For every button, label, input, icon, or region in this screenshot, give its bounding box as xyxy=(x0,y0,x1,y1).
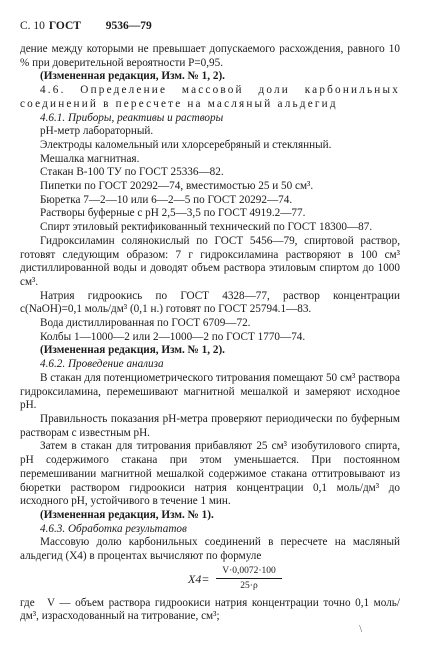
subsection-heading-4-6-3: 4.6.3. Обработка результатов xyxy=(40,522,187,535)
where-label: где xyxy=(20,596,35,609)
equipment-item: Растворы буферные с pH 2,5—3,5 по ГОСТ 4919.2—77. xyxy=(40,207,306,220)
formula-numerator: V·0,0072·100 xyxy=(216,565,282,579)
procedure-paragraph: Затем в стакан для титрования прибавляют 25 см³ изобутилового спирта, pH содержимого стакана при этом уменьшается. При постоянном перемешивании магнитной мешалкой содержимое стакана оттитровывают из бюретки раствором гидроокиси натрия концентрации 0,1 моль/дм³ до исходного pH, устойчивого в течение 1 мин. xyxy=(20,440,400,508)
scan-mark: \ xyxy=(359,624,362,636)
paragraph-continuation: дение между которыми не превышает допускаемого расхождения, равного 10 % при доверительной вероятности P=0,95. xyxy=(20,43,400,69)
reagent-item: Гидроксиламин солянокислый по ГОСТ 5456—79, спиртовой раствор, готовят следующим образом: 7 г гидроксиламина растворяют в 100 см³ дистиллированной воды и доводят объем раствора этиловым спиртом до 1000 см³. xyxy=(20,234,400,288)
equipment-item: Колбы 1—1000—2 или 2—1000—2 по ГОСТ 1770—74. xyxy=(40,330,306,343)
equipment-item: Стакан В-100 ТУ по ГОСТ 25336—82. xyxy=(40,166,224,179)
standard-label: ГОСТ xyxy=(48,20,81,32)
section-heading-4-6: 4.6. Определение массовой доли карбонильных соединений в пересчете на масляный альдегид xyxy=(20,84,400,110)
formula-explanation xyxy=(20,597,400,624)
equipment-item: pH-метр лабораторный. xyxy=(40,125,154,138)
revision-note: (Измененная редакция, Изм. № 1). xyxy=(40,508,214,521)
equipment-item: Пипетки по ГОСТ 20292—74, вместимостью 25 и 50 см³. xyxy=(40,180,314,193)
subsection-heading-4-6-2: 4.6.2. Проведение анализа xyxy=(40,358,164,371)
procedure-paragraph: В стакан для потенциометрического титрования помещают 50 см³ раствора гидроксиламина, перемешивают магнитной мешалкой и замеряют исходное pH. xyxy=(20,371,400,412)
reagent-item: Натрия гидроокись по ГОСТ 4328—77, раствор концентрации c(NaOH)=0,1 моль/дм³ (0,1 н.) готовят по ГОСТ 25794.1—83. xyxy=(20,289,400,316)
document-page xyxy=(0,20,422,653)
where-text: V — объем раствора гидроокиси натрия концентрации точно 0,1 моль/дм³, израсходованный на титрование, см³; xyxy=(20,596,400,623)
revision-note: (Измененная редакция, Изм. № 1, 2). xyxy=(40,70,225,83)
reagent-item: Вода дистиллированная по ГОСТ 6709—72. xyxy=(40,317,251,330)
page-number: С. 10 xyxy=(20,20,45,32)
equipment-item: Электроды каломельный или хлорсеребряный и стеклянный. xyxy=(40,138,332,151)
equipment-item: Бюретка 7—2—10 или 6—2—5 по ГОСТ 20292—74. xyxy=(40,193,293,206)
reagent-item: Спирт этиловый ректификованный технический по ГОСТ 18300—87. xyxy=(40,221,373,234)
equipment-item: Мешалка магнитная. xyxy=(40,152,140,165)
formula-lhs: X4= xyxy=(188,571,210,586)
formula-denominator: 25·ρ xyxy=(240,580,258,591)
procedure-paragraph: Правильность показания pH-метра проверяют периодически по буферным растворам с известным pH. xyxy=(20,412,400,439)
page-header xyxy=(20,20,400,36)
subsection-heading-4-6-1: 4.6.1. Приборы, реактивы и растворы xyxy=(40,111,224,124)
standard-number: 9536—79 xyxy=(105,20,152,32)
revision-note: (Измененная редакция, Изм. № 1, 2). xyxy=(40,344,225,357)
formula-x4 xyxy=(20,565,400,595)
formula-fraction xyxy=(216,565,282,592)
results-paragraph: Массовую долю карбонильных соединений в пересчете на масляный альдегид (X4) в процентах вычисляют по формуле xyxy=(20,536,400,563)
document-body xyxy=(20,43,400,624)
